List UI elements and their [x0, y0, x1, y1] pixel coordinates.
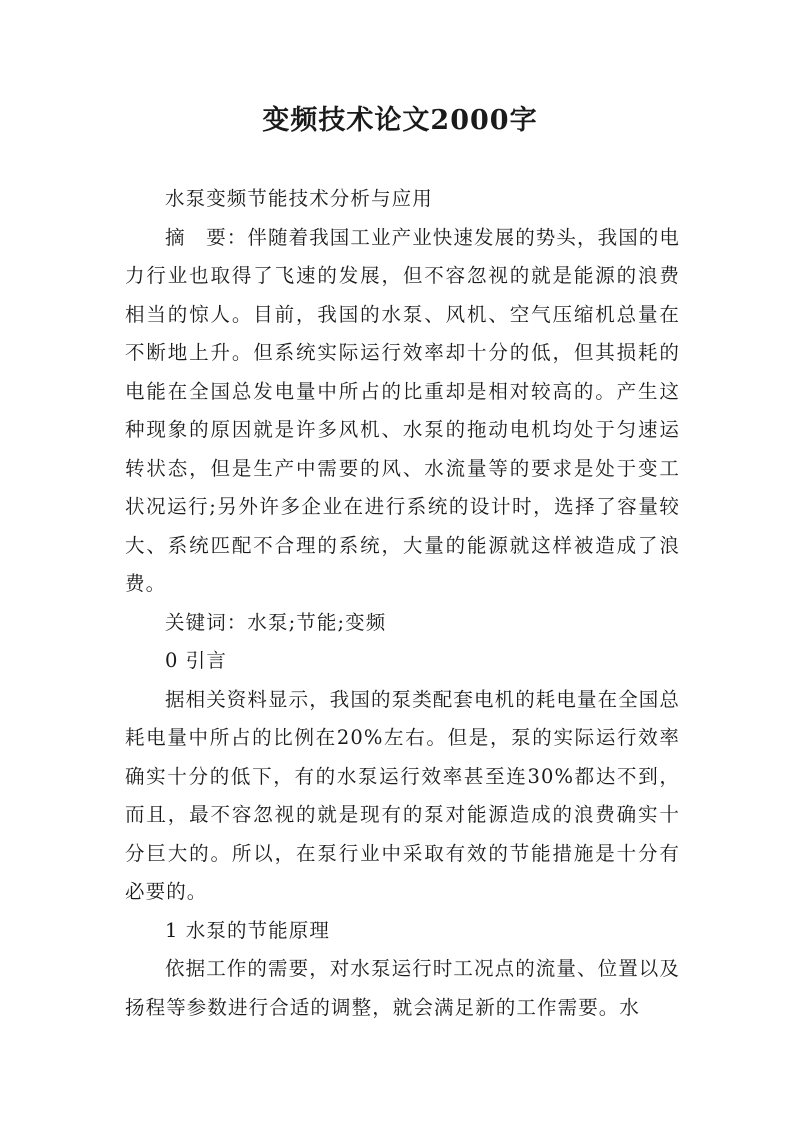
keywords-line: 关键词：水泵;节能;变频 — [165, 610, 387, 634]
document-title: 变频技术论文2000字 — [262, 105, 538, 136]
body-paragraph: 据相关资料显示，我国的泵类配套电机的耗电量在全国总耗电量中所占的比例在20%左右。但是，泵的实际运行效率确实十分的低下，有的水泵运行效率甚至连30%都达不到，而且，最不容忽视的就是现有的泵对能源造成的浪费确实十分巨大的。所以，在泵行业中采取有效的节能措施是十分有必要的。 — [125, 687, 681, 903]
section-heading: 水泵变频节能技术分析与应用 — [165, 187, 433, 210]
abstract-paragraph: 摘 要：伴随着我国工业产业快速发展的势头，我国的电力行业也取得了飞速的发展，但不容忽视的就是能源的浪费相当的惊人。目前，我国的水泵、风机、空气压缩机总量在不断地上升。但系统实际运行效率却十分的低，但其损耗的电能在全国总发电量中所占的比重却是相对较高的。产生这种现象的原因就是许多风机、水泵的拖动电机均处于匀速运转状态，但是生产中需要的风、水流量等的要求是处于变工状况运行;另外许多企业在进行系统的设计时，选择了容量较大、系统匹配不合理的系统，大量的能源就这样被造成了浪费。 — [125, 225, 681, 595]
body-paragraph: 依据工作的需要，对水泵运行时工况点的流量、位置以及扬程等参数进行合适的调整，就会满足新的工作需要。水 — [125, 957, 681, 1019]
document-body — [125, 180, 680, 1027]
section-heading-introduction: 0 引言 — [165, 649, 228, 672]
section-heading-principle: 1 水泵的节能原理 — [165, 918, 331, 942]
